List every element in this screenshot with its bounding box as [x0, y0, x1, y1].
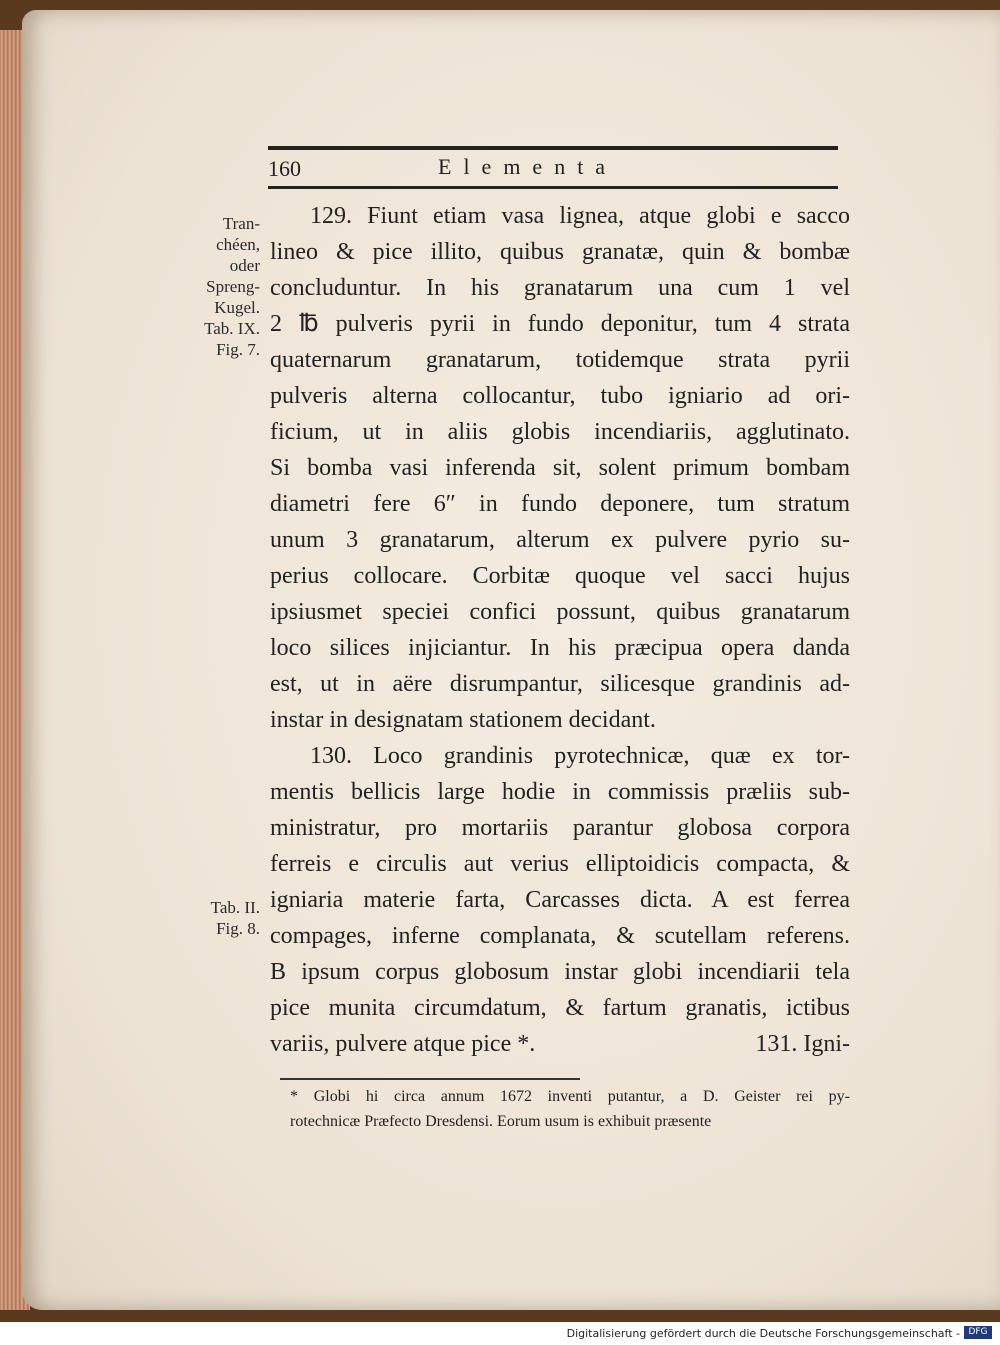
- last-line-text: variis, pulvere atque pice *.: [270, 1031, 536, 1057]
- text-line-last: [270, 1026, 850, 1062]
- margin-line: Kugel.: [214, 298, 260, 317]
- margin-line: Fig. 8.: [216, 919, 260, 938]
- footnote-line: * Globi hi circa annum 1672 inventi putantur, a D. Geister rei py-: [290, 1088, 850, 1105]
- margin-line: Spreng-: [206, 277, 260, 296]
- text-line: pulveris alterna collocantur, tubo igniario ad ori-: [270, 383, 850, 409]
- dfg-logo: DFG: [964, 1326, 992, 1339]
- text-line: compages, inferne complanata, & scutellam referens.: [270, 923, 850, 949]
- text-line: 129. Fiunt etiam vasa lignea, atque globi e sacco: [310, 203, 850, 229]
- margin-line: oder: [229, 256, 260, 275]
- header-rule-bottom: [268, 186, 838, 189]
- catchword: 131. Igni-: [755, 1031, 850, 1057]
- text-line: est, ut in aëre disrumpantur, silicesque grandinis ad-: [270, 671, 850, 697]
- text-line: instar in designatam stationem decidant.: [270, 707, 656, 733]
- text-line: 2 ℔ pulveris pyrii in fundo deponitur, tum 4 strata: [270, 311, 850, 337]
- text-line: 130. Loco grandinis pyrotechnicæ, quæ ex tor-: [310, 743, 850, 769]
- page-number: 160: [268, 156, 301, 181]
- running-title: Elementa: [438, 154, 618, 179]
- text-line: lineo & pice illito, quibus granatæ, quin & bombæ: [270, 239, 850, 265]
- margin-line: Tab. II.: [210, 898, 260, 917]
- footnote: [290, 1084, 850, 1134]
- margin-line: Tab. IX.: [204, 319, 260, 338]
- footnote-line: rotechnicæ Præfecto Dresdensi. Eorum usum is exhibuit præsente: [290, 1113, 712, 1130]
- text-line: perius collocare. Corbitæ quoque vel sacci hujus: [270, 563, 850, 589]
- text-line: igniaria materie farta, Carcasses dicta. A est ferrea: [270, 887, 850, 913]
- margin-line: chéen,: [216, 235, 260, 254]
- text-line: ficium, ut in aliis globis incendiariis, agglutinato.: [270, 419, 850, 445]
- running-head: [268, 140, 838, 192]
- text-line: diametri fere 6″ in fundo deponere, tum stratum: [270, 491, 850, 517]
- text-line: ministratur, pro mortariis parantur globosa corpora: [270, 815, 850, 841]
- footnote-rule: [280, 1078, 580, 1080]
- text-line: loco silices injiciantur. In his præcipua opera danda: [270, 635, 850, 661]
- text-line: quaternarum granatarum, totidemque strata pyrii: [270, 347, 850, 373]
- text-line: Si bomba vasi inferenda sit, solent primum bombam: [270, 455, 850, 481]
- header-rule-top: [268, 146, 838, 150]
- margin-note-1: [160, 213, 260, 360]
- margin-line: Tran-: [222, 214, 260, 233]
- text-line: ferreis e circulis aut verius elliptoidicis compacta, &: [270, 851, 850, 877]
- margin-line: Fig. 7.: [216, 340, 260, 359]
- text-line: unum 3 granatarum, alterum ex pulvere pyrio su-: [270, 527, 850, 553]
- text-line: mentis bellicis large hodie in commissis præliis sub-: [270, 779, 850, 805]
- text-line: concluduntur. In his granatarum una cum 1 vel: [270, 275, 850, 301]
- text-line: pice munita circumdatum, & fartum granatis, ictibus: [270, 995, 850, 1021]
- funding-caption: Digitalisierung gefördert durch die Deutsche Forschungsgemeinschaft -: [566, 1327, 960, 1340]
- body-text: [270, 198, 850, 1062]
- margin-note-2: [160, 897, 260, 939]
- text-line: B ipsum corpus globosum instar globi incendiarii tela: [270, 959, 850, 985]
- text-line: ipsiusmet speciei confici possunt, quibus granatarum: [270, 599, 850, 625]
